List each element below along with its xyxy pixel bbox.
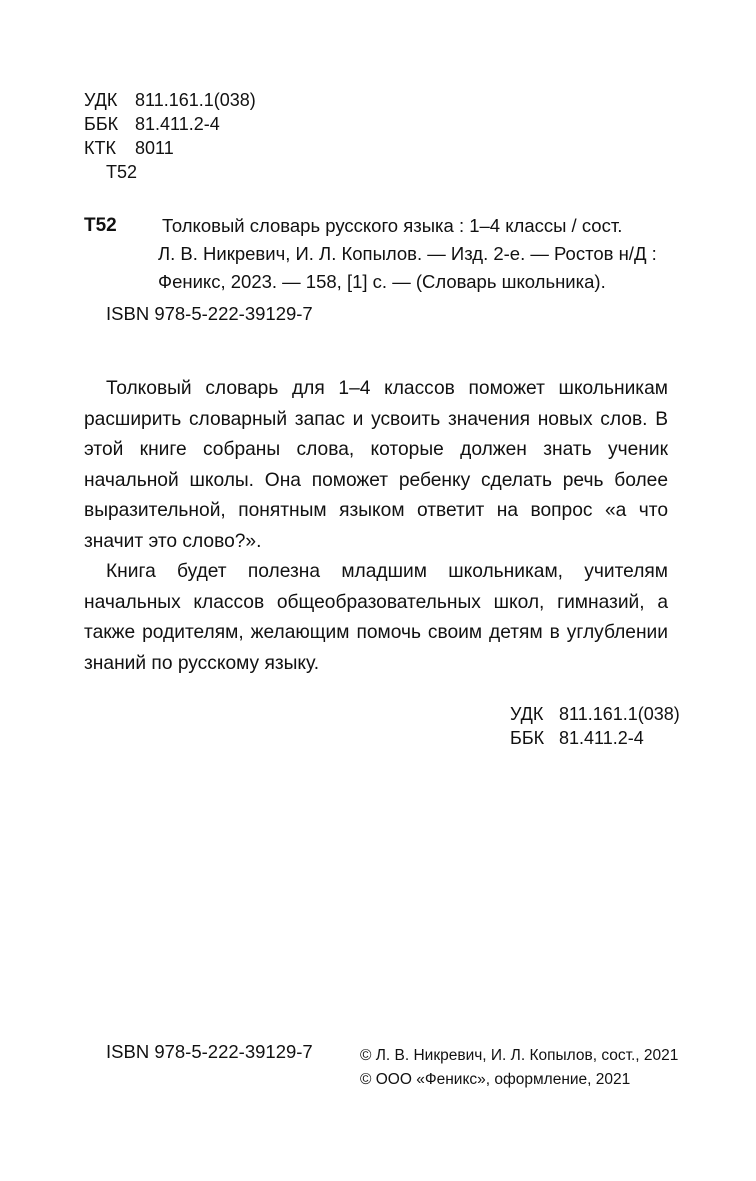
annotation-paragraph: Толковый словарь для 1–4 классов поможет школьникам расширить словарный запас и усвоить значения новых слов. В этой книге собраны слова, которые должен знать ученик начальной школы. Она поможет ребенку сделать речь более выразительной, понятным языком ответит на вопрос «а что значит это слово?». <box>84 378 668 552</box>
copyright-line-2: © ООО «Феникс», оформление, 2021 <box>360 1071 631 1088</box>
classification-block-top <box>84 88 256 184</box>
classification-block-bottom <box>510 702 680 750</box>
annotation-paragraph: Книга будет полезна младшим школьникам, учителям начальных классов общеобразовательных школ, гимназий, а также родителям, желающим помочь своим детям в углублении знаний по русскому языку. <box>84 561 668 674</box>
udk-label: УДК <box>84 90 118 110</box>
entry-line-2: Л. В. Никревич, И. Л. Копылов. — Изд. 2-е. — Ростов н/Д : <box>158 243 657 264</box>
bbk-row <box>84 112 256 136</box>
annotation <box>84 374 668 679</box>
bbk-row-bottom <box>510 726 680 750</box>
copyright-line-1: © Л. В. Никревич, И. Л. Копылов, сост., 2021 <box>360 1047 679 1064</box>
author-mark-top: Т52 <box>106 162 138 182</box>
entry-isbn: ISBN 978-5-222-39129-7 <box>106 303 313 324</box>
udk-value: 811.161.1(038) <box>135 90 256 110</box>
ktk-value: 8011 <box>135 138 174 158</box>
entry-line-1: Толковый словарь русского языка : 1–4 классы / сост. <box>162 215 623 236</box>
entry-author-mark: Т52 <box>84 215 117 236</box>
bbk-label: ББК <box>84 114 119 134</box>
udk-label-bottom: УДК <box>510 704 544 724</box>
bbk-value: 81.411.2-4 <box>135 114 220 134</box>
ktk-label: КТК <box>84 138 116 158</box>
entry-text <box>158 212 674 296</box>
bbk-value-bottom: 81.411.2-4 <box>559 728 644 748</box>
udk-value-bottom: 811.161.1(038) <box>559 704 680 724</box>
copyright-notice <box>360 1044 678 1092</box>
udk-row <box>84 88 256 112</box>
ktk-row <box>84 136 256 160</box>
udk-row-bottom <box>510 702 680 726</box>
bbk-label-bottom: ББК <box>510 728 545 748</box>
catalog-entry <box>84 212 674 296</box>
footer-isbn: ISBN 978-5-222-39129-7 <box>106 1041 313 1062</box>
entry-line-3: Феникс, 2023. — 158, [1] с. — (Словарь школьника). <box>158 271 606 292</box>
